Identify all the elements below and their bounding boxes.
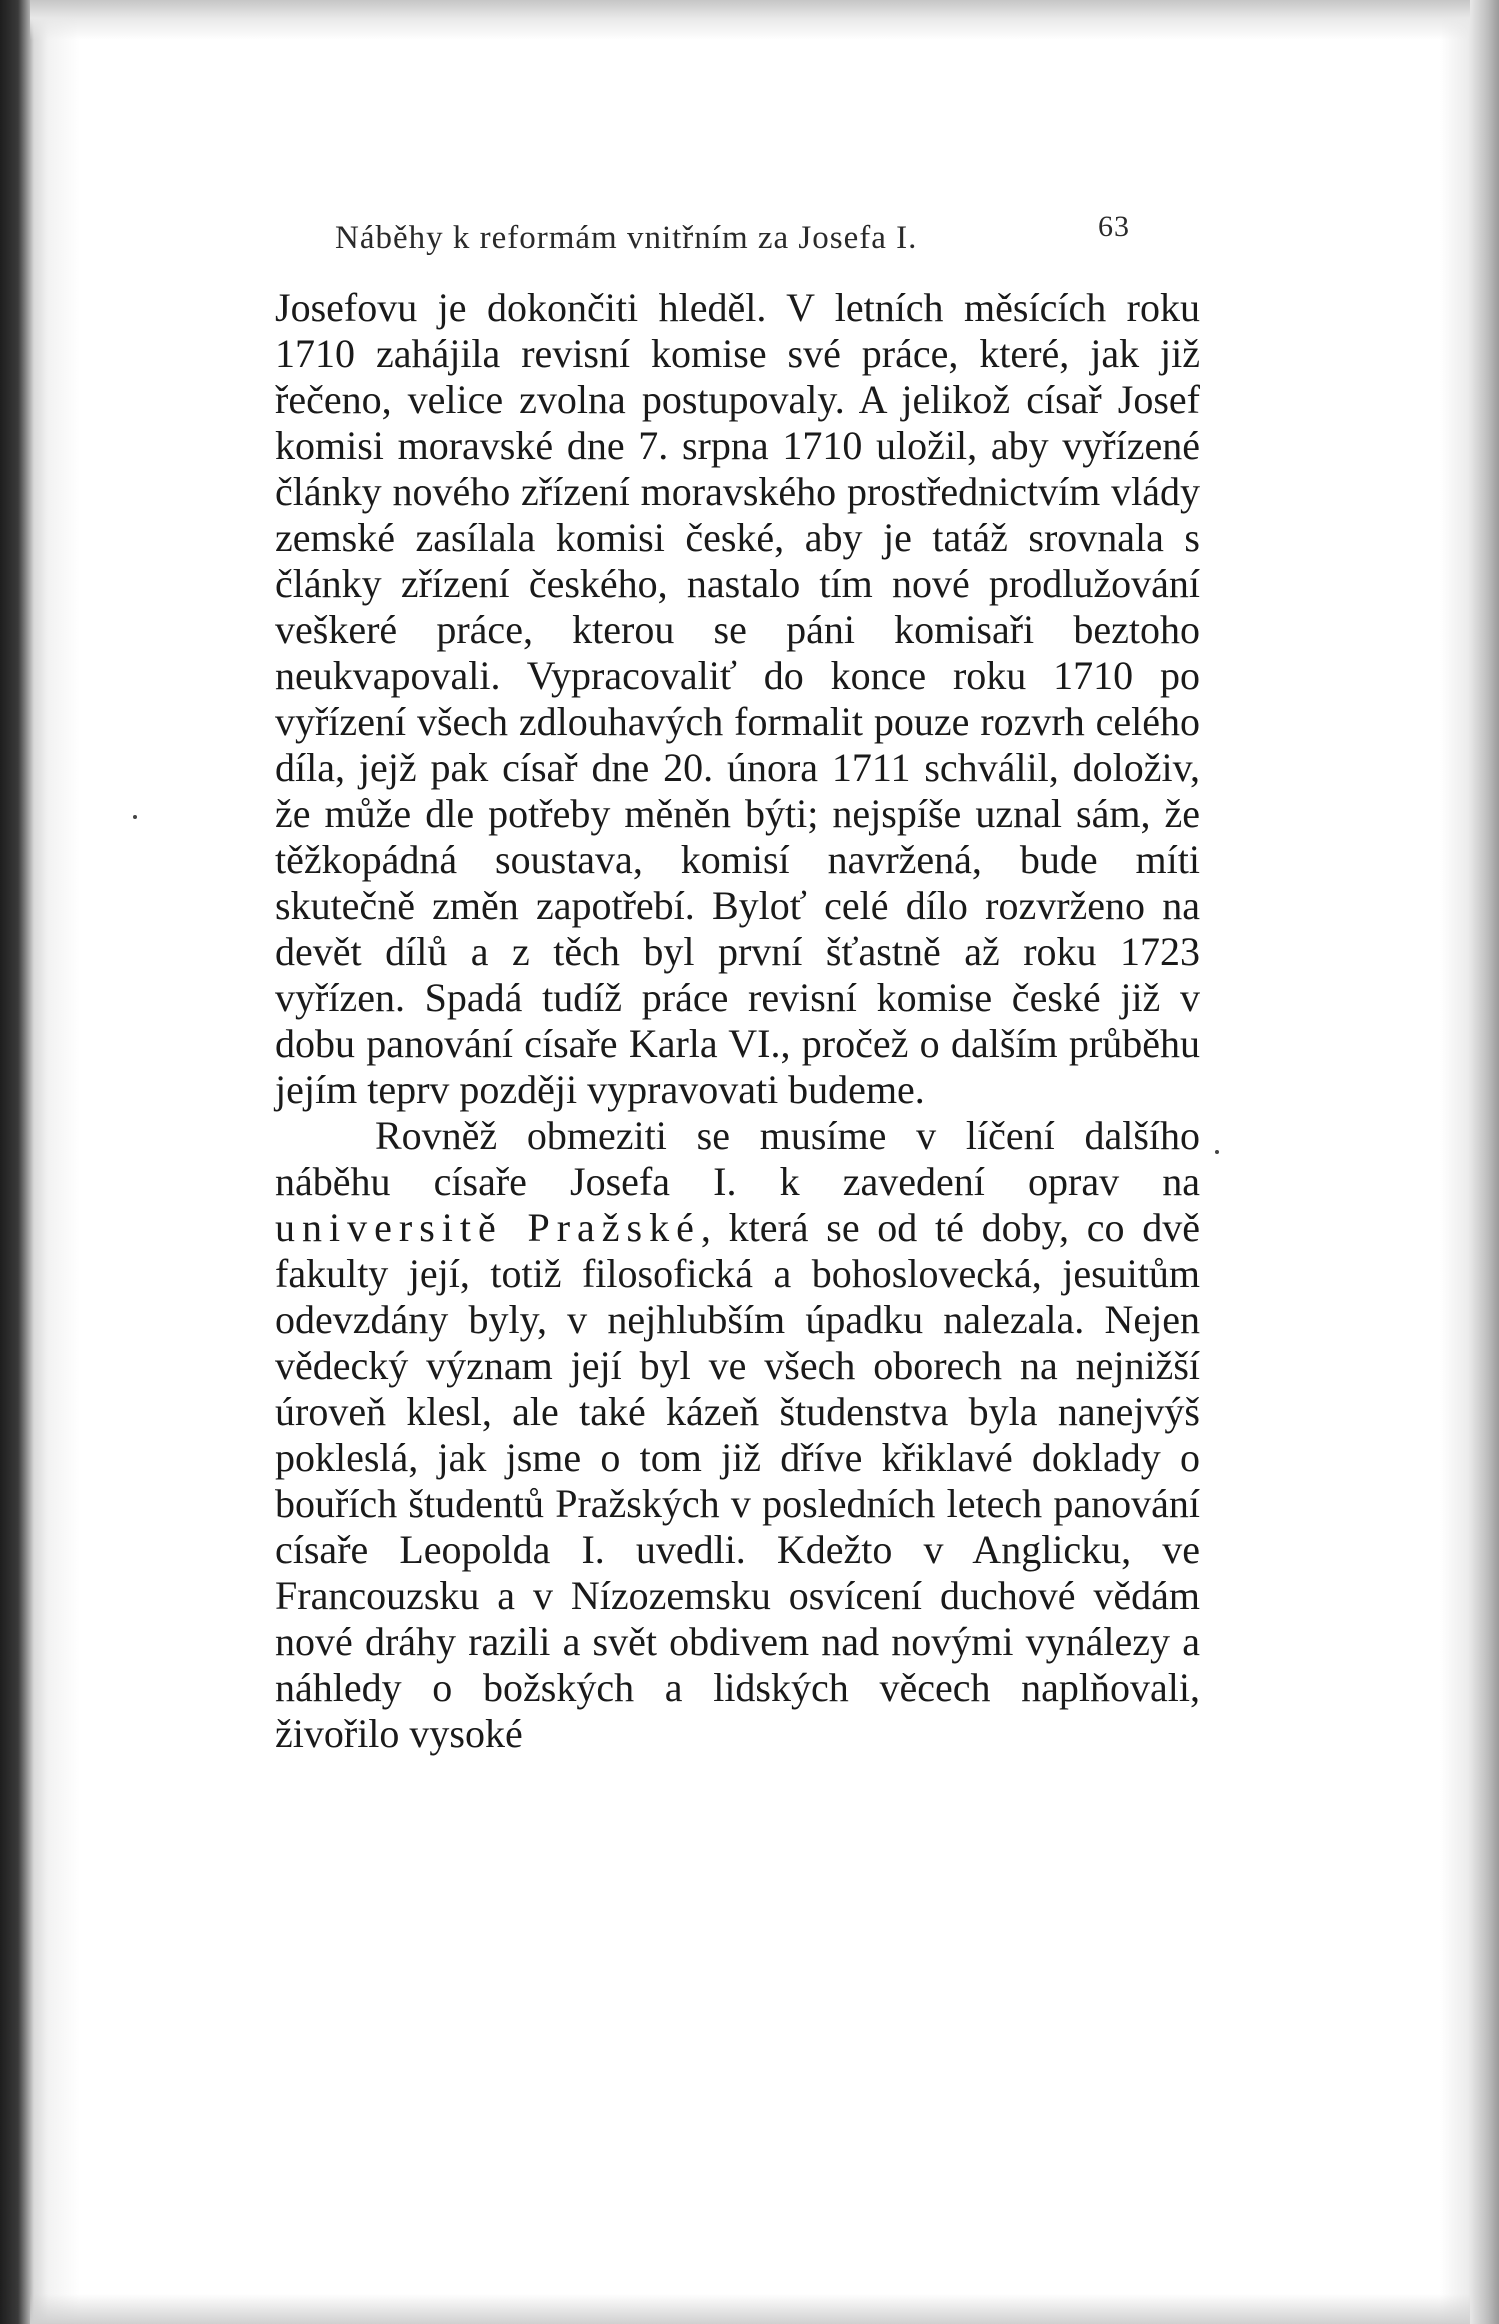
scan-speck [133,815,137,819]
running-head-title: Náběhy k reformám vnitřním za Josefa I. [335,220,918,256]
page-number: 63 [1098,210,1130,243]
paragraph-1: Josefovu je dokončiti hleděl. V letních měsících roku 1710 zahájila revisní komise své práce, které, jak již řečeno, velice zvolna postupovaly. A jelikož císař Josef komisi moravské dne 7. srpna 1710 uložil, aby vyřízené články nového zřízení moravského prostřednictvím vlády zemské zasílala komisi české, aby je tatáž srovnala s články zřízení českého, nastalo tím nové prodlužování veškeré práce, kterou se páni komisaři beztoho neukvapovali. Vypracovaliť do konce roku 1710 po vyřízení všech zdlouhavých formalit pouze rozvrh celého díla, jejž pak císař dne 20. února 1711 schválil, doloživ, že může dle potřeby měněn býti; nejspíše uznal sám, že těžkopádná soustava, komisí navržená, bude míti skutečně změn zapotřebí. Byloť celé dílo rozvrženo na devět dílů a z těch byl první šťastně až roku 1723 vyřízen. Spadá tudíž práce revisní komise české již v dobu panování císaře Karla VI., pročež o dalším průběhu jejím teprv později vypravovati budeme. [275,285,1200,1112]
paragraph-2 [275,1113,1200,1757]
paragraph-2-start: Rovněž obmeziti se musíme v líčení dalšího náběhu císaře Josefa I. k zavedení oprav na [275,1113,1200,1204]
paragraph-2-spaced-text: universitě Pražské [275,1205,701,1250]
scan-shadow-bottom [30,2294,1470,2324]
scan-speck [1215,1150,1219,1154]
running-head [335,210,1130,260]
scan-shadow-top [30,0,1470,40]
body-text [275,285,1200,1757]
paragraph-2-rest: , která se od té doby, co dvě fakulty její, totiž filosofická a bohoslovecká, jesuitům odevzdány byly, v nejhlubším úpadku nalezala. Nejen vědecký význam její byl ve všech oborech na nejnižší úroveň klesl, ale také kázeň študenstva byla nanejvýš pokleslá, jak jsme o tom již dříve křiklavé doklady o bouřích študentů Pražských v posledních letech panování císaře Leopolda I. uvedli. Kdežto v Anglicku, ve Francouzsku a v Nízozemsku osvícení duchové vědám nové dráhy razili a svět obdivem nad novými vynálezy a náhledy o božských a lidských věcech naplňovali, živořilo vysoké [275,1205,1200,1756]
